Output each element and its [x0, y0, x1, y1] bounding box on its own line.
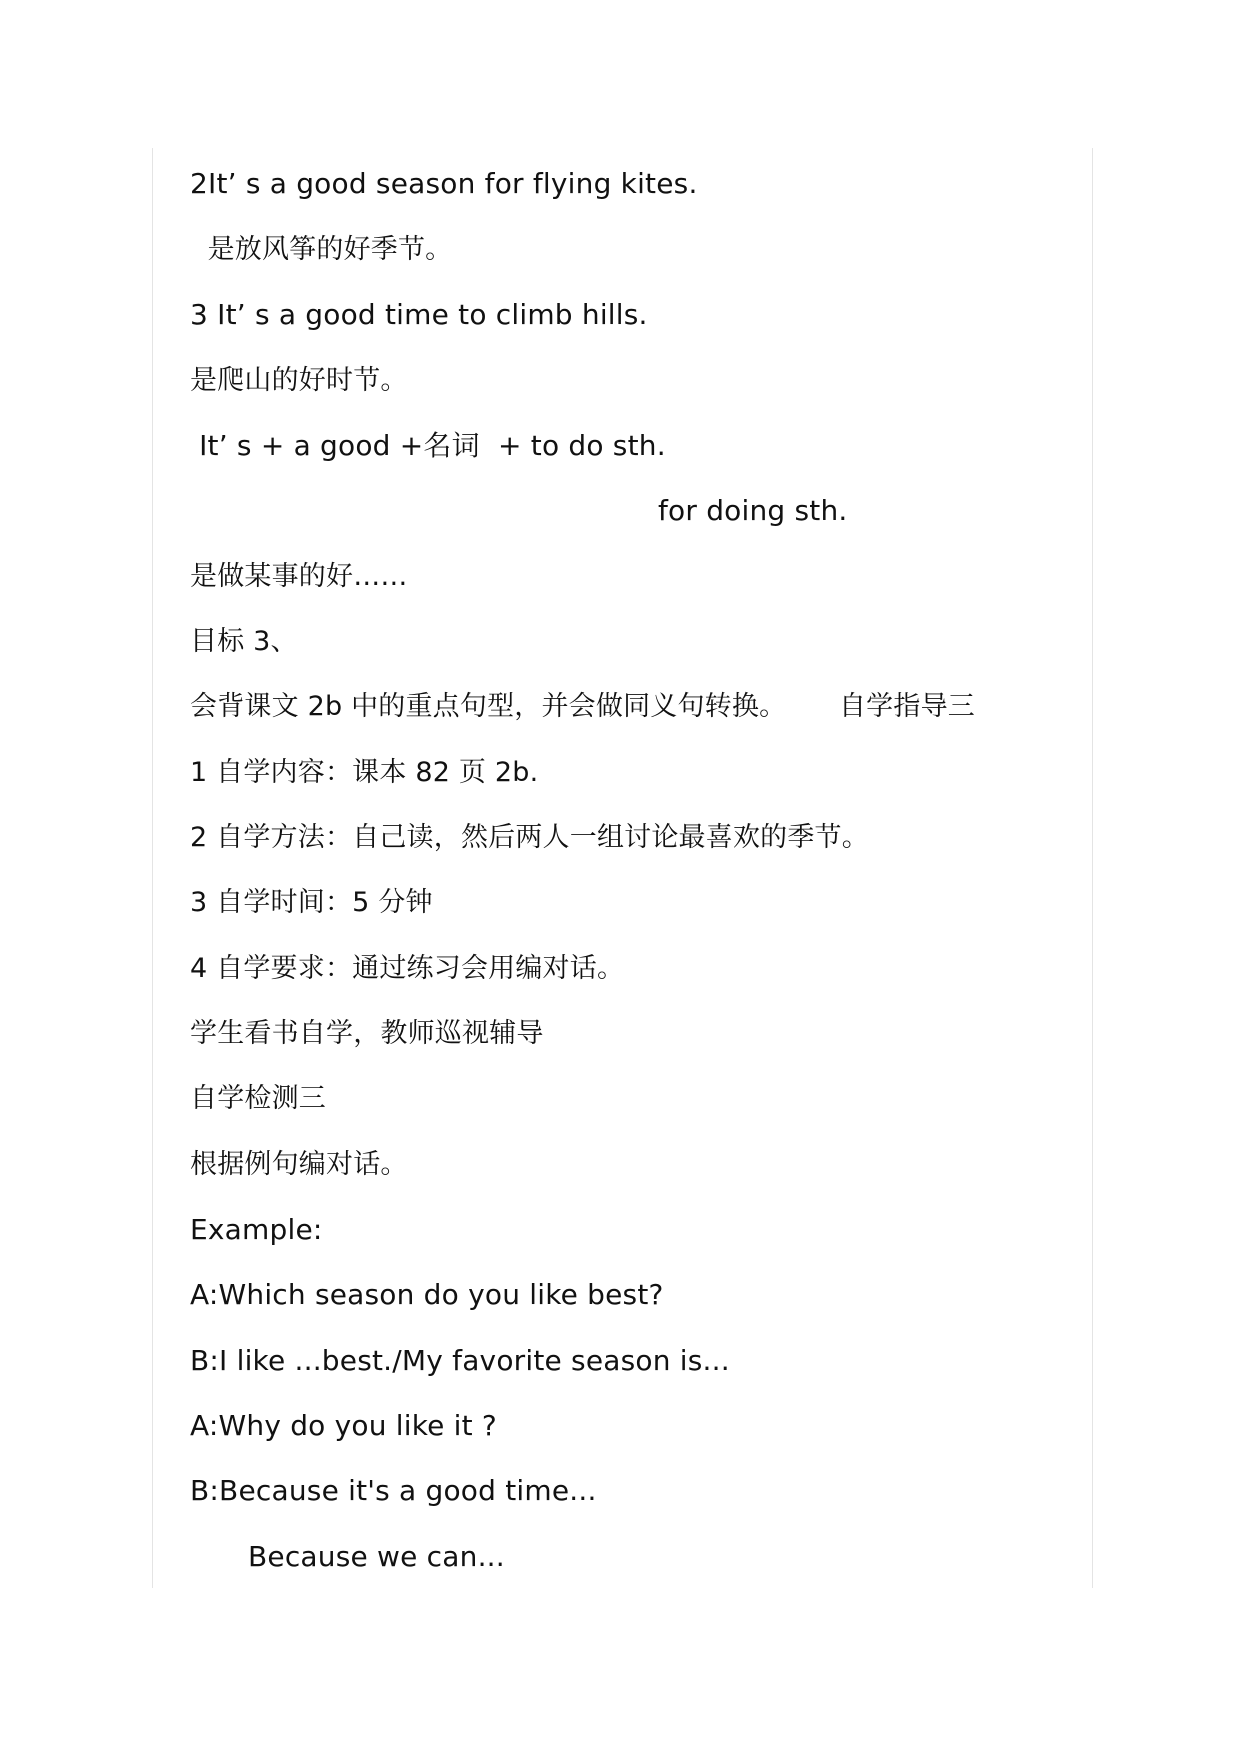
text-line-10: 1 自学内容：课本 82 页 2b. — [190, 757, 539, 788]
text-line-19: B:I like ...best./My favorite season is... — [190, 1344, 730, 1377]
text-line-9: 会背课文 2b 中的重点句型，并会做同义句转换。 自学指导三 — [190, 691, 975, 722]
text-line-8: 目标 3、 — [190, 626, 298, 657]
text-line-1: 2It’ s a good season for flying kites. — [190, 167, 698, 200]
text-line-6: for doing sth. — [658, 494, 848, 527]
text-line-20: A:Why do you like it ? — [190, 1409, 497, 1442]
text-line-7: 是做某事的好…… — [190, 561, 408, 592]
text-line-5: It’ s + a good +名词 + to do sth. — [190, 429, 666, 462]
text-line-17: Example: — [190, 1213, 323, 1246]
text-line-21: B:Because it's a good time... — [190, 1474, 597, 1507]
right-margin-rule — [1092, 148, 1093, 1588]
text-line-12: 3 自学时间：5 分钟 — [190, 887, 433, 918]
text-line-4: 是爬山的好时节。 — [190, 365, 408, 396]
text-line-14: 学生看书自学，教师巡视辅导 — [190, 1018, 544, 1049]
text-line-2: 是放风筝的好季节。 — [190, 234, 453, 265]
text-line-15: 自学检测三 — [190, 1083, 326, 1114]
text-line-16: 根据例句编对话。 — [190, 1149, 408, 1180]
text-line-18: A:Which season do you like best? — [190, 1278, 664, 1311]
left-margin-rule — [152, 148, 153, 1588]
text-line-22: Because we can... — [248, 1540, 505, 1573]
text-line-3: 3 It’ s a good time to climb hills. — [190, 298, 648, 331]
text-line-11: 2 自学方法：自己读，然后两人一组讨论最喜欢的季节。 — [190, 822, 869, 853]
text-line-13: 4 自学要求：通过练习会用编对话。 — [190, 953, 625, 984]
